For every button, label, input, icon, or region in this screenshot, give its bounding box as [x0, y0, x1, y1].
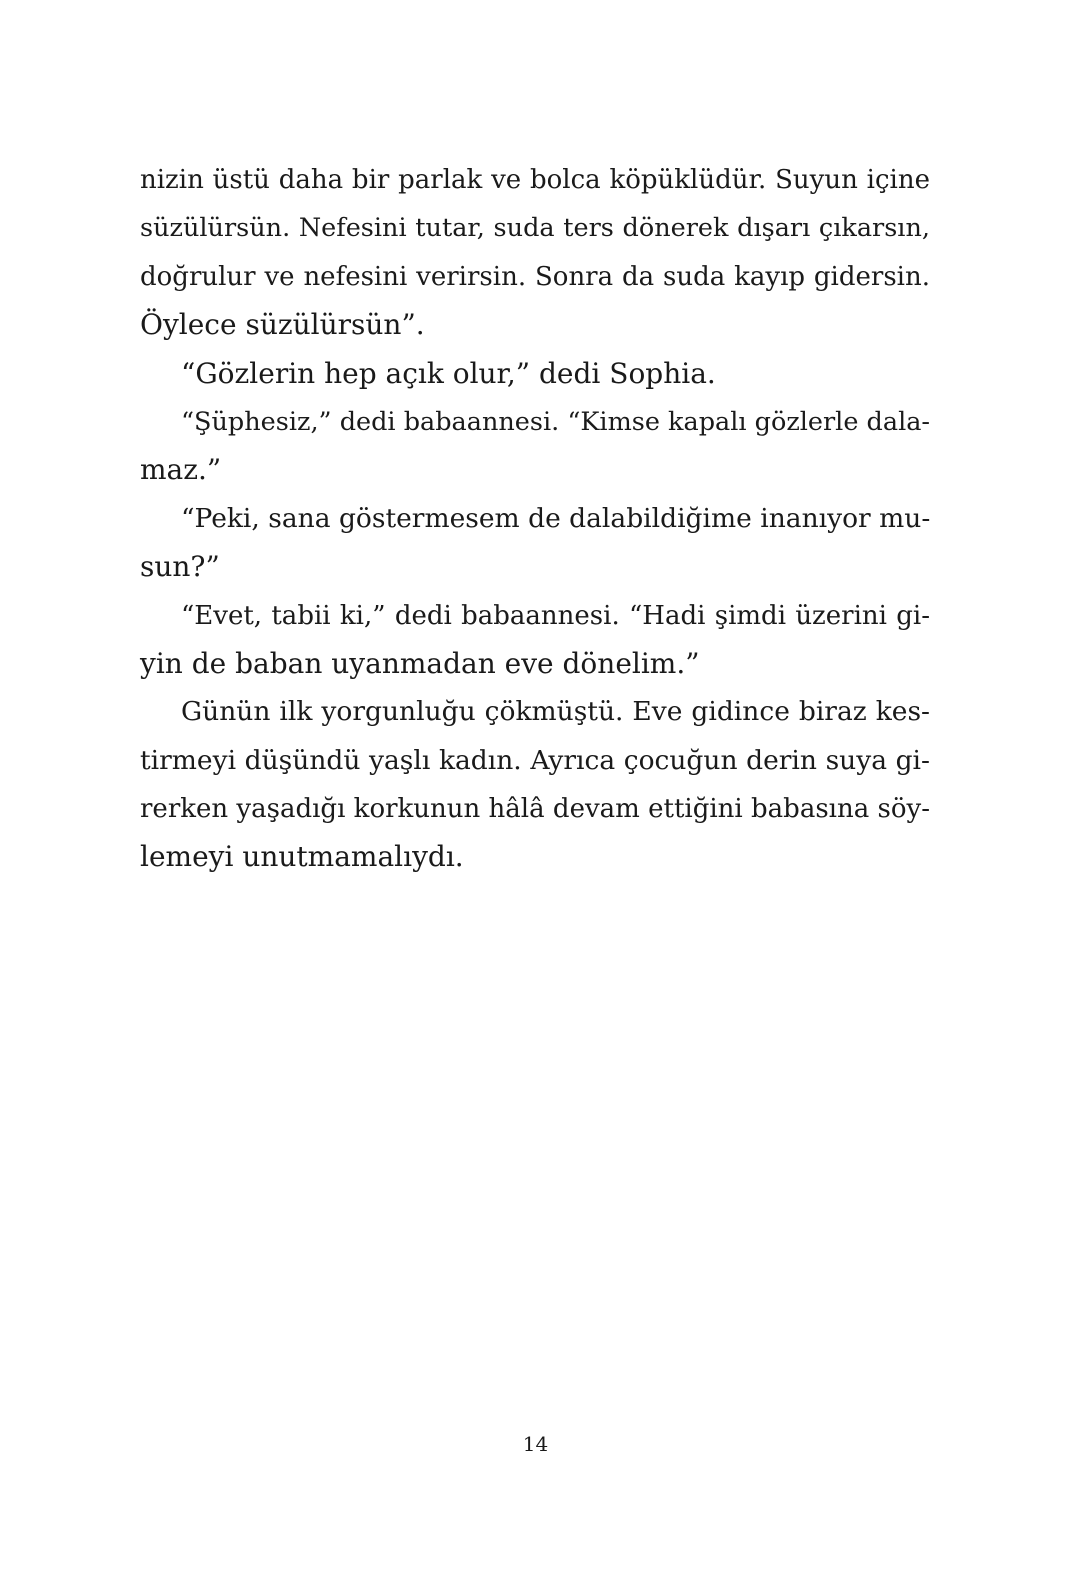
text-line: süzülürsün. Nefesini tutar, suda ters dönerek dışarı çıkarsın,: [140, 213, 930, 244]
text-line: yin de baban uyanmadan eve dönelim.”: [140, 646, 700, 680]
text-line: lemeyi unutmamalıydı.: [140, 840, 464, 874]
text-line: “Peki, sana göstermesem de dalabildiğime inanıyor mu-: [181, 502, 931, 534]
body-text: [140, 156, 930, 882]
text-line: “Gözlerin hep açık olur,” dedi Sophia.: [181, 356, 716, 390]
text-line: maz.”: [140, 453, 222, 487]
text-line: nizin üstü daha bir parlak ve bolca köpüklüdür. Suyun içine: [140, 165, 930, 195]
text-line: “Şüphesiz,” dedi babaannesi. “Kimse kapalı gözlerle dala-: [181, 406, 931, 437]
page-number: 14: [522, 1432, 549, 1456]
text-line: “Evet, tabii ki,” dedi babaannesi. “Hadi şimdi üzerini gi-: [181, 600, 930, 631]
text-line: Öylece süzülürsün”.: [140, 308, 425, 342]
text-line: sun?”: [140, 550, 220, 584]
text-line: doğrulur ve nefesini verirsin. Sonra da suda kayıp gidersin.: [140, 261, 930, 292]
text-line: rerken yaşadığı korkunun hâlâ devam ettiğini babasına söy-: [140, 794, 930, 825]
text-line: Günün ilk yorgunluğu çökmüştü. Eve gidince biraz kes-: [181, 696, 930, 728]
text-line: tirmeyi düşündü yaşlı kadın. Ayrıca çocuğun derin suya gi-: [140, 744, 930, 776]
